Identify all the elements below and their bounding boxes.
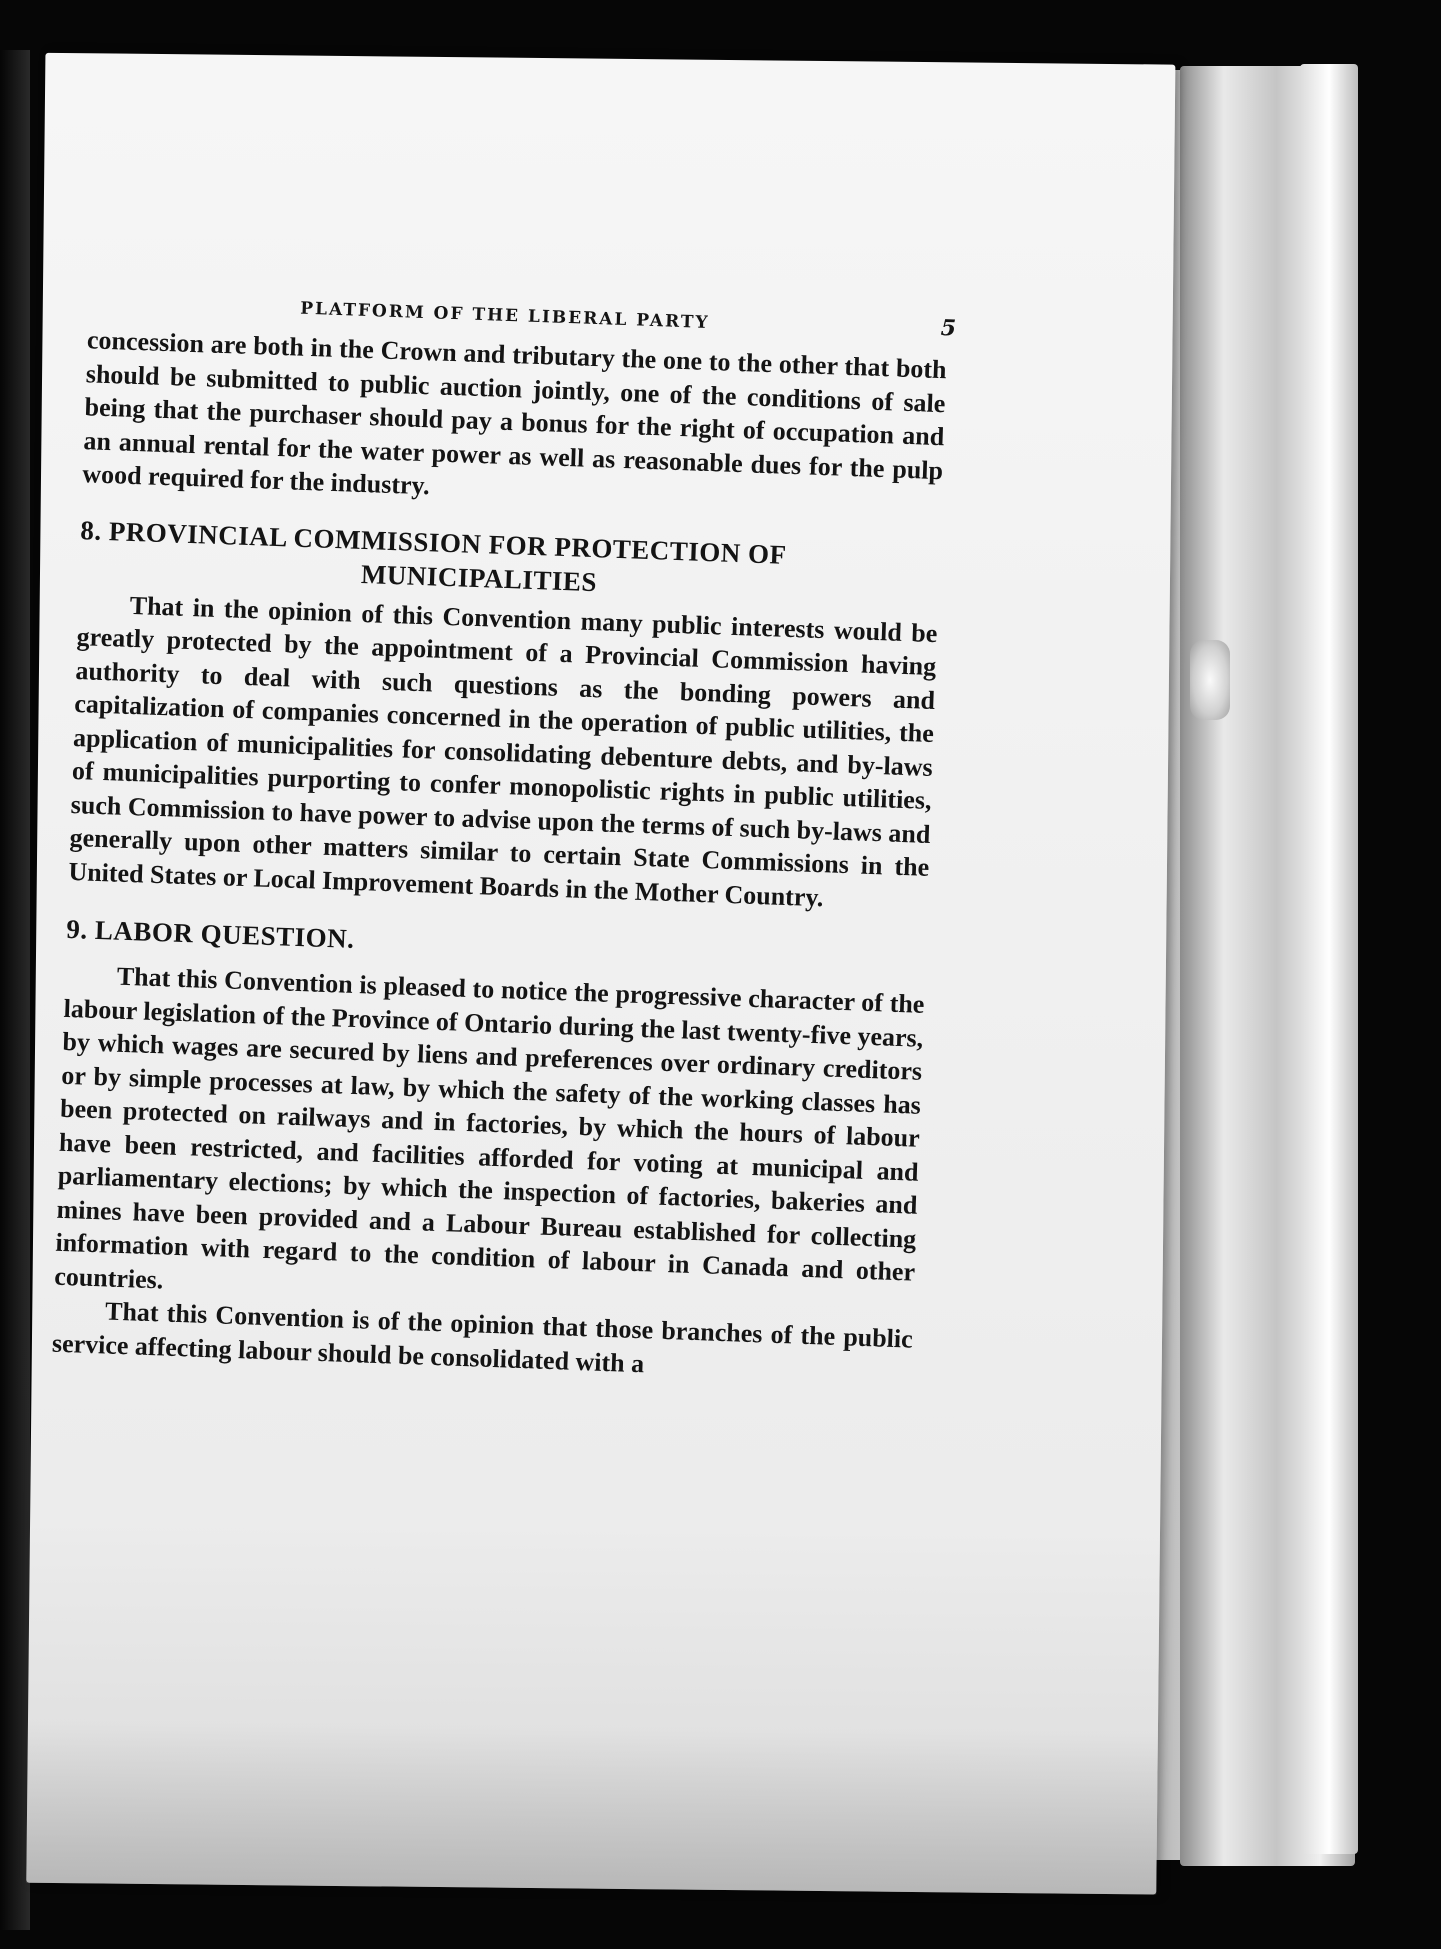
section-9-paragraph-1: That this Convention is pleased to notice the progressive character of the labour legislation of the Province of Ontario during the last twenty-five years, by which wages are secured by liens and preferences over ordinary creditors or by simple processes at law, by which the safety of the working classes has been protected on railways and in factories, by which the hours of labour have been restricted, and facilities afforded for voting at municipal and parliamentary elections; by which the inspection of factories, bakeries and mines have been provided and a Labour Bureau established for collecting information with regard to the condition of labour in Canada and other countries. — [53, 961, 925, 1294]
binding-clip — [1190, 640, 1230, 720]
book-page — [26, 53, 1175, 1895]
section-9-heading: 9. LABOR QUESTION. — [65, 913, 355, 954]
page-content — [51, 283, 959, 1389]
opening-paragraph: concession are both in the Crown and tributary the one to the other that both should be submitted to public auction jointly, one of the conditions of sale being that the purchaser should pay a bonus for the right of occupation and an annual rental for the water power as well as reasonable dues for the pulp wood required for the industry. — [81, 325, 948, 501]
section-9-paragraph-2: That this Convention is of the opinion that those branches of the public service affecting labour should be consolidated with a — [51, 1296, 914, 1378]
section-8-heading-line2: MUNICIPALITIES — [360, 558, 598, 597]
page-shading — [26, 1723, 1158, 1895]
stacked-page-edge — [1300, 64, 1358, 1854]
page-number: 5 — [940, 315, 959, 342]
running-head-title: PLATFORM OF THE LIBERAL PARTY — [299, 298, 710, 333]
section-8-paragraph: That in the opinion of this Convention many public interests would be greatly protected by the appointment of a Provincial Commission having authority to deal with such questions as the bonding powers and capitalization of companies concerned in the operation of public utilities, the application of municipalities for consolidating debenture debts, and by-laws of municipalities purporting to confer monopolistic rights in public utilities, such Commission to have power to advise upon the terms of such by-laws and generally upon other matters similar to certain State Commissions in the United States or Local Improvement Boards in the Mother Country. — [68, 590, 938, 912]
section-8-heading-line1: 8. PROVINCIAL COMMISSION FOR PROTECTION OF — [79, 514, 788, 570]
binding-shadow — [0, 50, 30, 1930]
